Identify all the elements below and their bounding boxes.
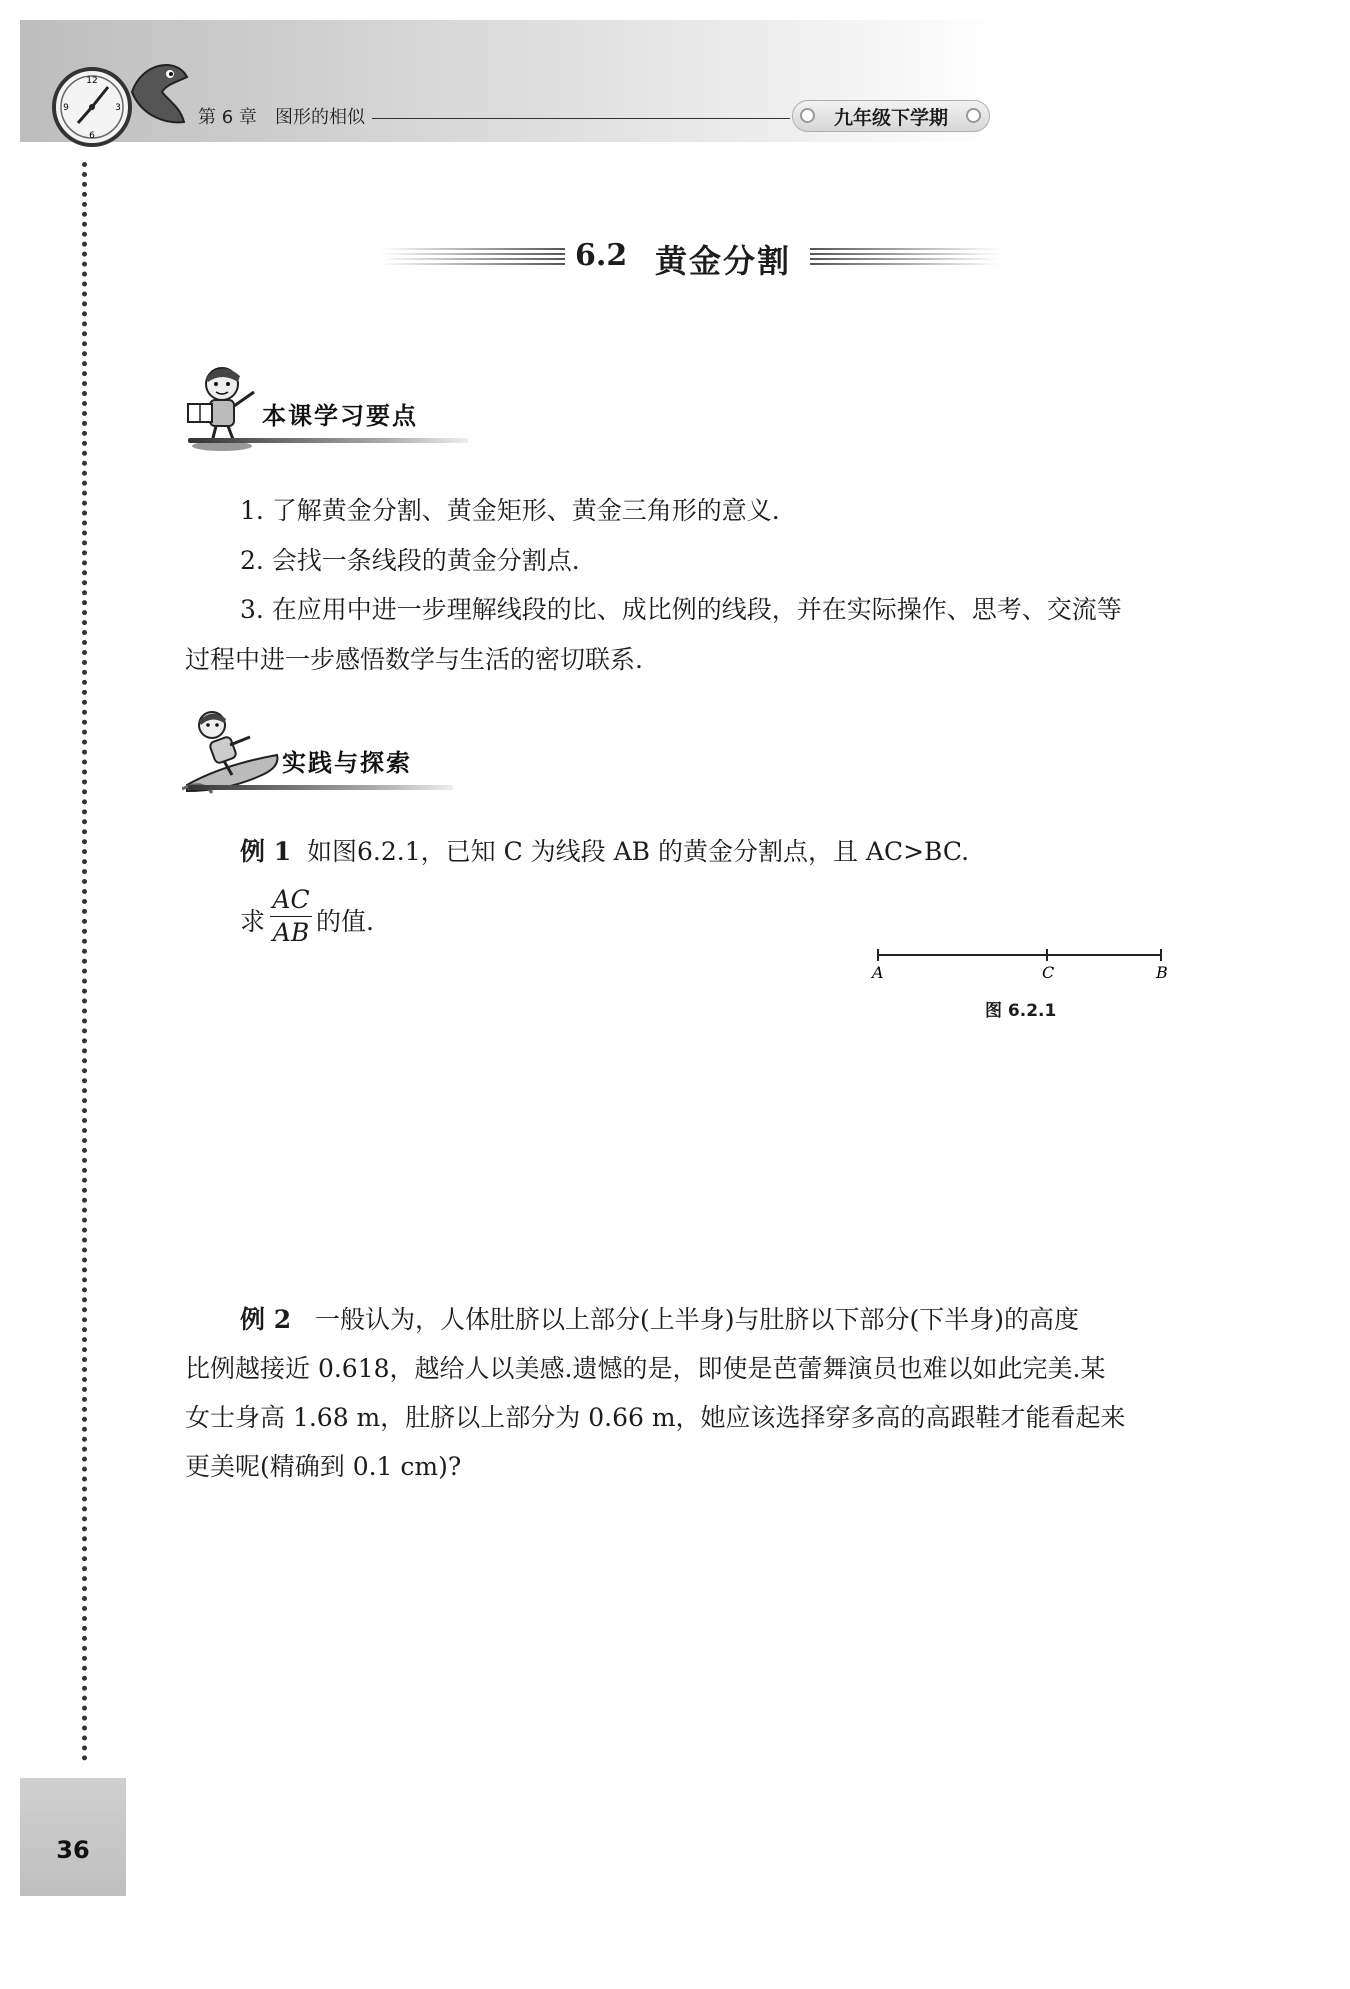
dotted-margin-line <box>82 162 87 1762</box>
example1-statement <box>240 832 969 868</box>
example2-line: 更美呢(精确到 0.1 cm)? <box>185 1452 462 1481</box>
example1-label: 例 1 <box>240 837 292 866</box>
example2-line: 女士身高 1.68 m，肚脐以上部分为 0.66 m，她应该选择穿多高的高跟鞋才能看起来 <box>185 1403 1126 1432</box>
fish-logo-icon <box>122 52 192 132</box>
label-a: A <box>872 963 884 982</box>
example2-line <box>240 1300 1079 1336</box>
grade-label: 九年级下学期 <box>833 107 948 129</box>
section-title: 黄金分割 <box>655 242 792 280</box>
key-points-underline <box>188 438 468 443</box>
example1-text: 如图6.2.1，已知 C 为线段 AB 的黄金分割点，且 AC>BC. <box>307 837 970 866</box>
example1-ask-prefix: 求 <box>240 907 266 936</box>
svg-text:12: 12 <box>86 76 98 86</box>
key-point-item: 3. 在应用中进一步理解线段的比、成比例的线段，并在实际操作、思考、交流等 <box>240 595 1122 624</box>
key-point-item: 过程中进一步感悟数学与生活的密切联系. <box>185 645 643 674</box>
fraction-numerator: AC <box>272 885 310 914</box>
key-point-item: 2. 会找一条线段的黄金分割点. <box>240 546 580 575</box>
badge-dot-right-icon <box>966 108 981 123</box>
key-points-heading: 本课学习要点 <box>262 402 418 430</box>
svg-text:9: 9 <box>63 103 69 113</box>
figure-caption: 图 6.2.1 <box>985 1001 1057 1021</box>
fraction-ac-ab <box>268 884 314 949</box>
header-divider <box>372 118 790 119</box>
example2-label: 例 2 <box>240 1305 292 1334</box>
label-b: B <box>1156 963 1168 982</box>
chapter-label: 第 6 章 <box>198 107 257 128</box>
chapter-title: 图形的相似 <box>275 107 365 128</box>
page-number: 36 <box>56 1836 90 1864</box>
key-point-item: 1. 了解黄金分割、黄金矩形、黄金三角形的意义. <box>240 496 780 525</box>
example2-text: 一般认为，人体肚脐以上部分(上半身)与肚脐以下部分(下半身)的高度 <box>314 1305 1079 1334</box>
practice-heading: 实践与探索 <box>282 749 412 777</box>
example2-line: 比例越接近 0.618，越给人以美感.遗憾的是，即使是芭蕾舞演员也难以如此完美.某 <box>185 1354 1106 1383</box>
svg-text:3: 3 <box>115 103 121 113</box>
svg-text:6: 6 <box>89 131 95 141</box>
practice-underline <box>188 785 453 790</box>
example1-ask-suffix: 的值. <box>316 907 374 936</box>
boy-surfing-mascot-icon <box>182 705 282 795</box>
label-c: C <box>1042 963 1055 982</box>
title-decoration-left <box>380 248 565 268</box>
title-decoration-right <box>810 248 1000 268</box>
badge-dot-left-icon <box>800 108 815 123</box>
fraction-denominator: AB <box>272 918 310 947</box>
section-number: 6.2 <box>575 238 628 273</box>
